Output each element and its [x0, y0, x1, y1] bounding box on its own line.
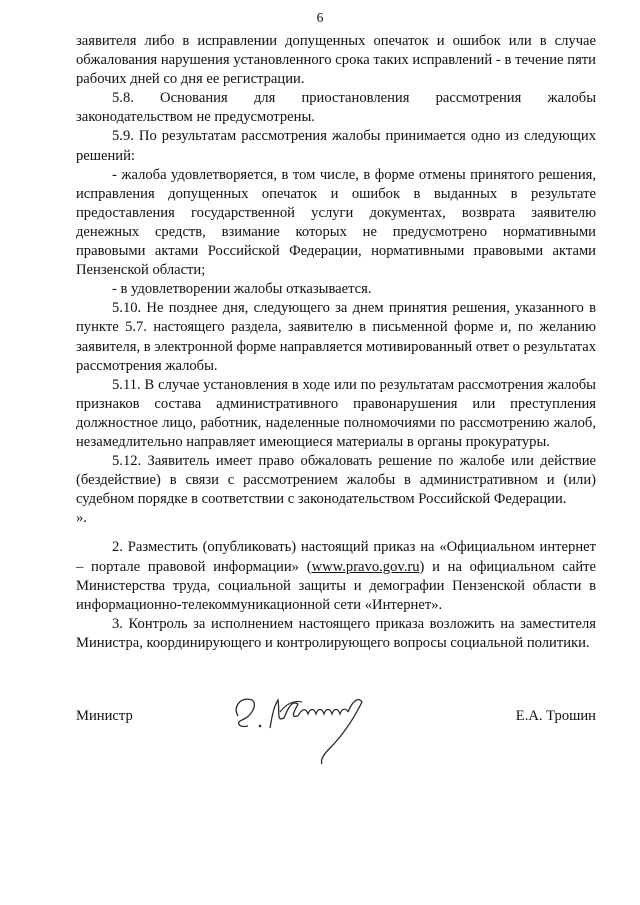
paragraph-2-publish: [76, 538, 596, 614]
signatory-name: Е.А. Трошин: [515, 708, 596, 724]
pravo-link[interactable]: www.pravo.gov.ru: [311, 558, 420, 575]
paragraph-5-10: 5.10. Не позднее дня, следующего за днем принятия решения, указанного в пункте 5.7. настоящего раздела, заявителю в письменной форме и, по желанию заявителя, в электронной форме направляется мотивированный ответ о результатах рассмотрения жалобы.: [76, 300, 597, 374]
publish-text-after: ) и на официальном сайте Министерства труда, социальной защиты и демографии Пензенской области в информационно-телекоммуникационной сети «Интернет».: [76, 558, 596, 613]
document-body: [76, 32, 596, 653]
paragraph-5-12: 5.12. Заявитель имеет право обжаловать решение по жалобе или действие (бездействие) в связи с рассмотрением жалобы в административном и (или) судебном порядке в соответствии с законодательством Российской Федерации.: [76, 453, 596, 508]
paragraph-continuation: заявителя либо в исправлении допущенных опечаток и ошибок или в случае обжалования нарушения установленного срока таких исправлений - в течение пяти рабочих дней со дня ее регистрации.: [76, 33, 596, 88]
decision-item-satisfied: - жалоба удовлетворяется, в том числе, в форме отмены принятого решения, исправления допущенных опечаток и ошибок в выданных в результате предоставления государственной услуги документах, возврата заявителю денежных средств, взимание которых не предусмотрено нормативными правовыми актами Российской Федерации, нормативными правовыми актами Пензенской области;: [76, 166, 596, 279]
signature-block: [76, 700, 596, 770]
publish-text-before: 2. Разместить (опубликовать) настоящий приказ на «Официальном интернет – портале правовой информации» (: [76, 539, 596, 575]
paragraph-5-11: 5.11. В случае установления в ходе или по результатам рассмотрения жалобы признаков состава административного правонарушения или преступления должностное лицо, работник, наделенные полномочиями по рассмотрению жалоб, незамедлительно направляет имеющиеся материалы в органы прокуратуры.: [76, 376, 596, 450]
paragraph-5-8: 5.8. Основания для приостановления рассмотрения жалобы законодательством не предусмотрены.: [76, 90, 596, 126]
signatory-title: Министр: [76, 708, 133, 724]
handwritten-signature: [226, 682, 376, 766]
decision-item-refused: - в удовлетворении жалобы отказывается.: [112, 281, 372, 298]
page-number: 6: [316, 10, 324, 25]
paragraph-3-control: 3. Контроль за исполнением настоящего приказа возложить на заместителя Министра, координирующего и контролирующего вопросы социальной политики.: [76, 615, 596, 651]
closing-quote: ».: [76, 510, 87, 527]
paragraph-5-9: 5.9. По результатам рассмотрения жалобы принимается одно из следующих решений:: [76, 128, 596, 164]
